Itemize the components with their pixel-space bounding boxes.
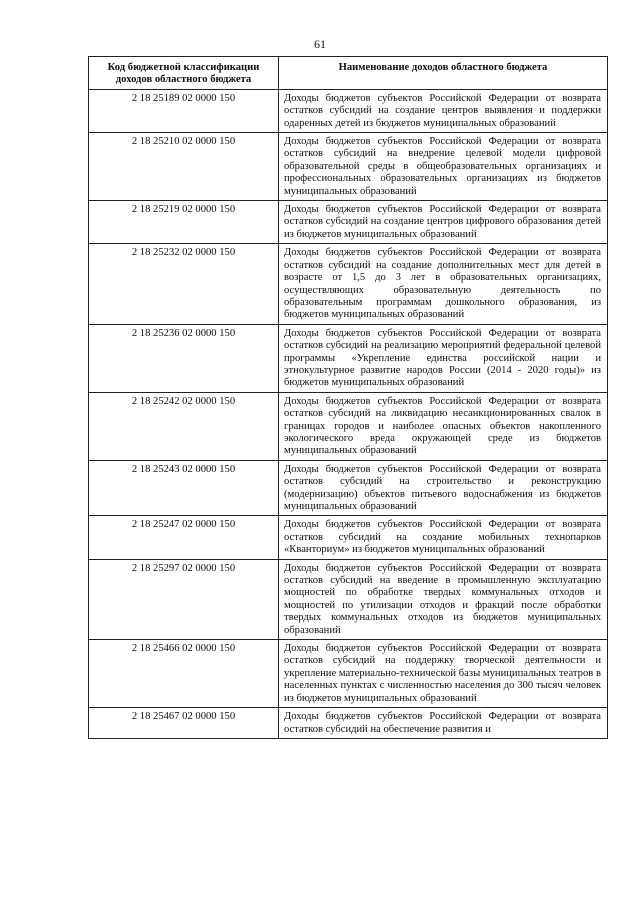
table-row [89, 324, 608, 392]
row-code: 2 18 25232 02 0000 150 [89, 244, 279, 324]
table-row [89, 640, 608, 708]
page-number: 61 [314, 37, 326, 51]
row-code: 2 18 25189 02 0000 150 [89, 89, 279, 132]
table-row [89, 89, 608, 132]
table-row [89, 460, 608, 516]
row-name: Доходы бюджетов субъектов Российской Федерации от возврата остатков субсидий на обеспечение развития и [279, 708, 608, 739]
table-row [89, 559, 608, 639]
table-row [89, 133, 608, 201]
row-name: Доходы бюджетов субъектов Российской Федерации от возврата остатков субсидий на введение в промышленную эксплуатацию мощностей по обработке твердых коммунальных отходов и мощностей по утилизации отходов и фракций после обработки твердых коммунальных отходов из бюджетов муниципальных образований [279, 559, 608, 639]
row-name: Доходы бюджетов субъектов Российской Федерации от возврата остатков субсидий на создание дополнительных мест для детей в возрасте от 1,5 до 3 лет в образовательных организациях, осуществляющих образовательную деятельность по образовательным программам дошкольного образования, из бюджетов муниципальных образований [279, 244, 608, 324]
header-name: Наименование доходов областного бюджета [279, 57, 608, 90]
row-name: Доходы бюджетов субъектов Российской Федерации от возврата остатков субсидий на создание центров цифрового образования детей из бюджетов муниципальных образований [279, 201, 608, 244]
table-row [89, 201, 608, 244]
row-code: 2 18 25467 02 0000 150 [89, 708, 279, 739]
table-row [89, 244, 608, 324]
row-name: Доходы бюджетов субъектов Российской Федерации от возврата остатков субсидий на строительство и реконструкцию (модернизацию) объектов питьевого водоснабжения из бюджетов муниципальных образований [279, 460, 608, 516]
row-name: Доходы бюджетов субъектов Российской Федерации от возврата остатков субсидий на реализацию мероприятий федеральной целевой программы «Укрепление единства российской нации и этнокультурное развитие народов России (2014 - 2020 годы)» из бюджетов муниципальных образований [279, 324, 608, 392]
row-code: 2 18 25219 02 0000 150 [89, 201, 279, 244]
row-code: 2 18 25466 02 0000 150 [89, 640, 279, 708]
header-code: Код бюджетной классификации доходов областного бюджета [89, 57, 279, 90]
row-code: 2 18 25297 02 0000 150 [89, 559, 279, 639]
table-header-row [89, 57, 608, 90]
table-row [89, 392, 608, 460]
row-code: 2 18 25243 02 0000 150 [89, 460, 279, 516]
budget-classification-table [88, 56, 608, 739]
table-row [89, 516, 608, 559]
row-name: Доходы бюджетов субъектов Российской Федерации от возврата остатков субсидий на внедрение целевой модели цифровой образовательной среды в общеобразовательных организациях и профессиональных образовательных организациях из бюджетов муниципальных образований [279, 133, 608, 201]
row-name: Доходы бюджетов субъектов Российской Федерации от возврата остатков субсидий на поддержку творческой деятельности и укрепление материально-технической базы муниципальных театров в населенных пунктах с численностью населения до 300 тысяч человек из бюджетов муниципальных образований [279, 640, 608, 708]
row-code: 2 18 25210 02 0000 150 [89, 133, 279, 201]
row-name: Доходы бюджетов субъектов Российской Федерации от возврата остатков субсидий на ликвидацию несанкционированных свалок в границах городов и наиболее опасных объектов накопленного экологического вреда окружающей среде из бюджетов муниципальных образований [279, 392, 608, 460]
row-code: 2 18 25236 02 0000 150 [89, 324, 279, 392]
row-name: Доходы бюджетов субъектов Российской Федерации от возврата остатков субсидий на создание мобильных технопарков «Кванториум» из бюджетов муниципальных образований [279, 516, 608, 559]
row-code: 2 18 25247 02 0000 150 [89, 516, 279, 559]
table-row [89, 708, 608, 739]
row-code: 2 18 25242 02 0000 150 [89, 392, 279, 460]
row-name: Доходы бюджетов субъектов Российской Федерации от возврата остатков субсидий на создание центров выявления и поддержки одаренных детей из бюджетов муниципальных образований [279, 89, 608, 132]
